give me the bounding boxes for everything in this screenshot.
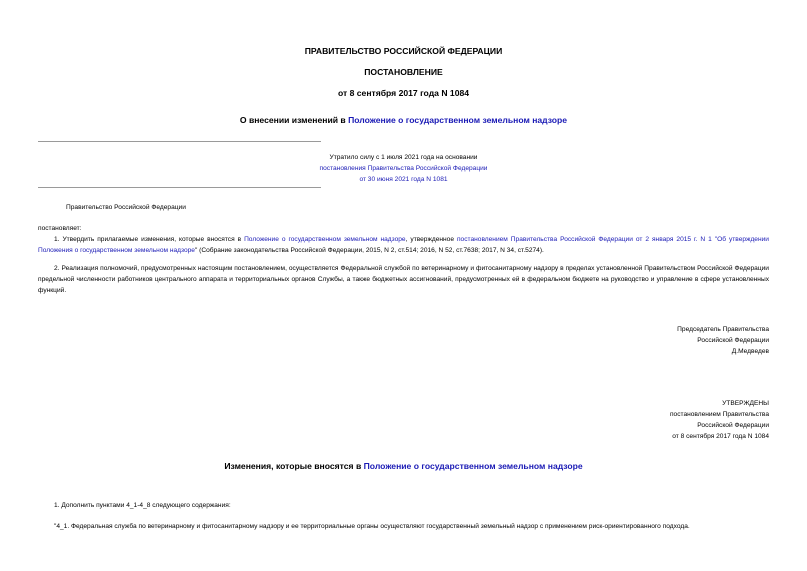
repeal-note-line1: Утратило силу с 1 июля 2021 года на основании (329, 154, 478, 161)
signature-block (677, 324, 769, 357)
resolution-link[interactable]: постановлением Правительства Российской Федерации от 2 января 2015 г. N 1 "Об утверждении Положения о государственном земельном надзоре (38, 236, 769, 255)
paragraph-1-text-a: 1. Утвердить прилагаемые изменения, которые вносятся в (54, 236, 245, 243)
signature-name: Д.Медведев (731, 348, 769, 355)
approved-block (670, 398, 769, 442)
approved-line4: от 8 сентября 2017 года N 1084 (672, 433, 769, 440)
paragraph-1-text-b: , утвержденное (405, 236, 457, 243)
paragraph-1 (38, 234, 769, 256)
repeal-note-link[interactable]: постановления Правительства Российской Федерации (319, 165, 488, 172)
document-title (0, 115, 807, 125)
repeal-note (0, 152, 807, 185)
document-type: ПОСТАНОВЛЕНИЕ (364, 67, 443, 77)
divider-top (38, 141, 321, 142)
paragraph-1-text-c: " (Собрание законодательства Российской Федерации, 2015, N 2, ст.514; 2016, N 52, ст.7638; 2017, N 34, ст.5274). (194, 247, 544, 255)
regulation-link[interactable]: Положение о государственном земельном надзоре (244, 236, 406, 243)
approved-line2: постановлением Правительства (669, 411, 769, 418)
changes-title (0, 461, 807, 471)
divider-bottom (38, 187, 321, 188)
changes-item-1: 1. Дополнить пунктами 4_1-4_8 следующего содержания: (54, 502, 231, 509)
paragraph-2: 2. Реализация полномочий, предусмотренных настоящим постановлением, осуществляется Федеральной службой по ветеринарному и фитосанитарному надзору в пределах установленной Правительством Российской Федерации предельной численности работников центрального аппарата и территориальных органов Службы, а также бюджетных ассигнований, предусмотренных ей в федеральном бюджете на руководство и управление в сфере установленных функций. (38, 265, 769, 295)
resolves-text: постановляет: (38, 225, 82, 232)
changes-item-1-text: "4_1. Федеральная служба по ветеринарному и фитосанитарному надзору и ее территориальные органы осуществляют государственный земельный надзор с применением риск-ориентированного подхода. (54, 523, 690, 530)
intro-text: Правительство Российской Федерации (66, 204, 186, 211)
government-name: ПРАВИТЕЛЬСТВО РОССИЙСКОЙ ФЕДЕРАЦИИ (304, 46, 503, 56)
changes-title-link[interactable]: Положение о государственном земельном надзоре (363, 461, 583, 471)
changes-title-prefix: Изменения, которые вносятся в (224, 461, 364, 471)
signature-country: Российской Федерации (697, 337, 769, 344)
document-date-number: от 8 сентября 2017 года N 1084 (337, 88, 470, 98)
approved-heading: УТВЕРЖДЕНЫ (722, 400, 769, 407)
document-title-link[interactable]: Положение о государственном земельном надзоре (348, 115, 568, 125)
repeal-note-link-date[interactable]: от 30 июня 2021 года N 1081 (359, 176, 448, 183)
approved-line3: Российской Федерации (697, 422, 769, 429)
document-title-prefix: О внесении изменений в (239, 115, 349, 125)
signature-position: Председатель Правительства (677, 326, 769, 333)
